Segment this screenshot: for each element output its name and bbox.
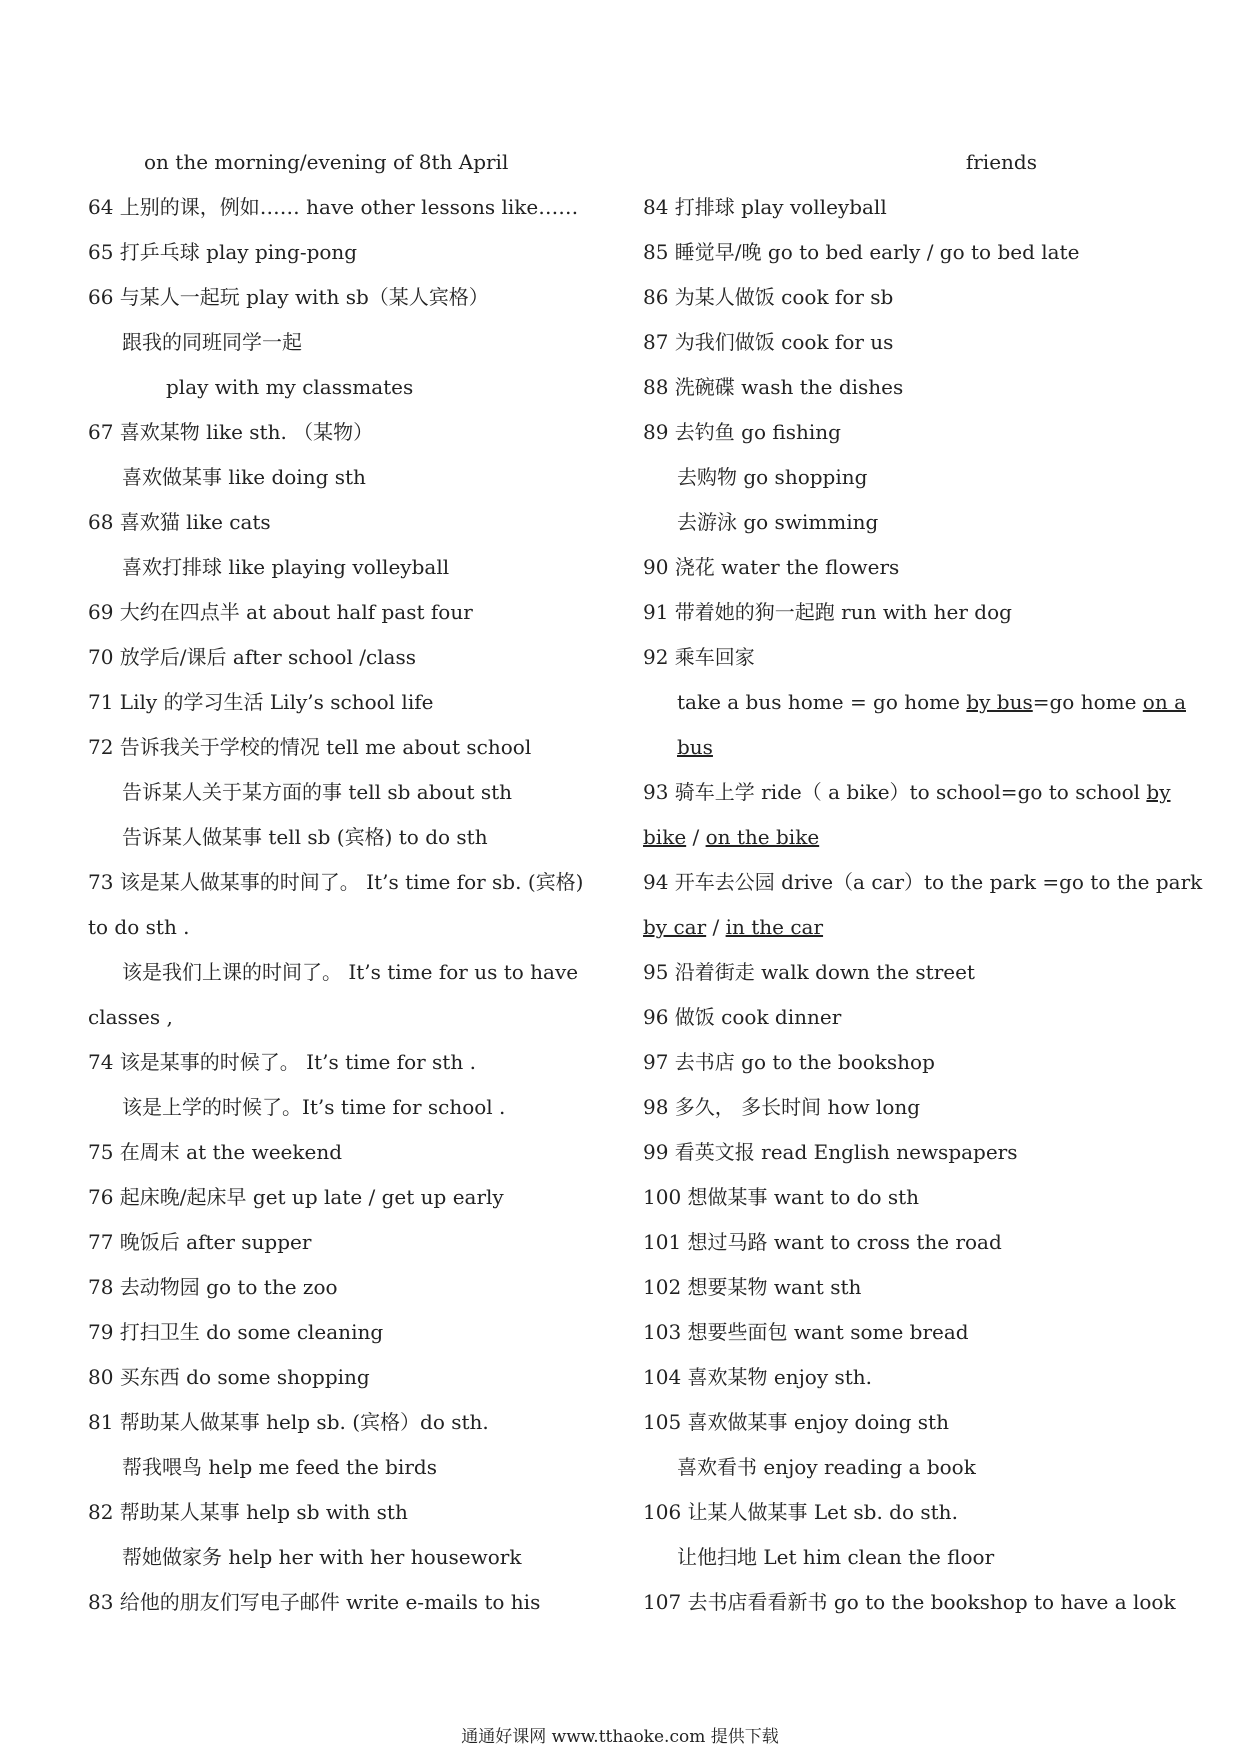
list-item <box>643 770 1171 815</box>
list-item: 94 开车去公园 drive（a car）to the park =go to the park <box>643 870 1203 894</box>
list-item: 104 喜欢某物 enjoy sth. <box>643 1365 873 1389</box>
list-item: 88 洗碗碟 wash the dishes <box>643 375 904 399</box>
list-item: 66 与某人一起玩 play with sb（某人宾格） <box>88 285 489 309</box>
list-item: 87 为我们做饭 cook for us <box>643 330 894 354</box>
list-item: 69 大约在四点半 at about half past four <box>88 600 473 624</box>
list-item: 92 乘车回家 <box>643 645 755 669</box>
list-item: 去游泳 go swimming <box>677 510 879 534</box>
list-item: 70 放学后/课后 after school /class <box>88 645 416 669</box>
list-item: 98 多久， 多长时间 how long <box>643 1095 921 1119</box>
underlined-phrase: on a <box>1142 690 1186 714</box>
list-item: friends <box>965 150 1037 174</box>
list-item <box>643 905 1155 950</box>
list-item: 85 睡觉早/晚 go to bed early / go to bed late <box>643 240 1080 264</box>
list-item: 82 帮助某人某事 help sb with sth <box>88 1500 408 1524</box>
text-run: take a bus home = go home <box>677 690 967 714</box>
list-item: 71 Lily 的学习生活 Lily’s school life <box>88 690 434 714</box>
list-item: 77 晚饭后 after supper <box>88 1230 312 1254</box>
underlined-phrase: bus <box>677 735 713 759</box>
underlined-phrase: by <box>1146 780 1171 804</box>
text-run: 93 骑车上学 ride（ a bike）to school=go to school <box>643 780 1147 804</box>
list-item: play with my classmates <box>166 375 414 399</box>
list-item: 帮我喂鸟 help me feed the birds <box>122 1455 437 1479</box>
list-item: 96 做饭 cook dinner <box>643 1005 842 1029</box>
list-item: 99 看英文报 read English newspapers <box>643 1140 1018 1164</box>
list-item: 106 让某人做某事 Let sb. do sth. <box>643 1500 958 1524</box>
underlined-phrase: on the bike <box>705 825 820 849</box>
list-item: 喜欢看书 enjoy reading a book <box>677 1455 976 1479</box>
list-item: 79 打扫卫生 do some cleaning <box>88 1320 384 1344</box>
list-item: 89 去钓鱼 go fishing <box>643 420 841 444</box>
list-item: 73 该是某人做某事的时间了。 It’s time for sb. (宾格) <box>88 870 584 894</box>
list-item: 72 告诉我关于学校的情况 tell me about school <box>88 735 532 759</box>
list-item: 81 帮助某人做某事 help sb. (宾格）do sth. <box>88 1410 489 1434</box>
list-item: 80 买东西 do some shopping <box>88 1365 370 1389</box>
list-item: 102 想要某物 want sth <box>643 1275 862 1299</box>
list-item: 该是我们上课的时间了。 It’s time for us to have <box>122 960 579 984</box>
underlined-phrase: by car <box>643 915 707 939</box>
list-item: 告诉某人关于某方面的事 tell sb about sth <box>122 780 513 804</box>
list-item: 95 沿着街走 walk down the street <box>643 960 975 984</box>
list-item: on the morning/evening of 8th April <box>144 150 509 174</box>
text-run: =go home <box>1032 690 1143 714</box>
list-item: 101 想过马路 want to cross the road <box>643 1230 1002 1254</box>
list-item: 该是上学的时候了。It’s time for school . <box>122 1095 506 1119</box>
list-item: 68 喜欢猫 like cats <box>88 510 271 534</box>
list-item: 64 上别的课，例如…… have other lessons like…… <box>88 195 579 219</box>
list-item: 76 起床晚/起床早 get up late / get up early <box>88 1185 504 1209</box>
underlined-phrase: bike <box>643 825 687 849</box>
list-item: 喜欢做某事 like doing sth <box>122 465 366 489</box>
list-item: 91 带着她的狗一起跑 run with her dog <box>643 600 1012 624</box>
list-item: 83 给他的朋友们写电子邮件 write e-mails to his <box>88 1590 541 1614</box>
list-item: 67 喜欢某物 like sth. （某物） <box>88 420 374 444</box>
page-footer: 通通好课网 www.tthaoke.com 提供下载 <box>461 1727 779 1747</box>
text-run: / <box>686 825 706 849</box>
list-item: 84 打排球 play volleyball <box>643 195 887 219</box>
list-item: 74 该是某事的时候了。 It’s time for sth . <box>88 1050 476 1074</box>
left-column <box>88 140 608 1625</box>
list-item: 86 为某人做饭 cook for sb <box>643 285 894 309</box>
list-item: classes , <box>88 1005 173 1029</box>
list-item: to do sth . <box>88 915 190 939</box>
list-item: 去购物 go shopping <box>677 465 868 489</box>
list-item: 107 去书店看看新书 go to the bookshop to have a look <box>643 1590 1176 1614</box>
list-item: 100 想做某事 want to do sth <box>643 1185 920 1209</box>
list-item: 103 想要些面包 want some bread <box>643 1320 969 1344</box>
right-column <box>643 140 1203 1625</box>
underlined-phrase: in the car <box>725 915 824 939</box>
list-item: 105 喜欢做某事 enjoy doing sth <box>643 1410 949 1434</box>
list-item: 65 打乒乓球 play ping-pong <box>88 240 358 264</box>
list-item: 75 在周末 at the weekend <box>88 1140 343 1164</box>
list-item: 让他扫地 Let him clean the floor <box>677 1545 995 1569</box>
list-item: 跟我的同班同学一起 <box>122 330 302 354</box>
list-item: 告诉某人做某事 tell sb (宾格) to do sth <box>122 825 488 849</box>
list-item <box>643 725 1155 770</box>
list-item: 90 浇花 water the flowers <box>643 555 900 579</box>
text-run: / <box>706 915 726 939</box>
underlined-phrase: by bus <box>966 690 1033 714</box>
list-item: 78 去动物园 go to the zoo <box>88 1275 338 1299</box>
list-item: 97 去书店 go to the bookshop <box>643 1050 935 1074</box>
list-item: 喜欢打排球 like playing volleyball <box>122 555 450 579</box>
list-item: 帮她做家务 help her with her housework <box>122 1545 522 1569</box>
list-item <box>643 815 1155 860</box>
list-item <box>643 680 1186 725</box>
